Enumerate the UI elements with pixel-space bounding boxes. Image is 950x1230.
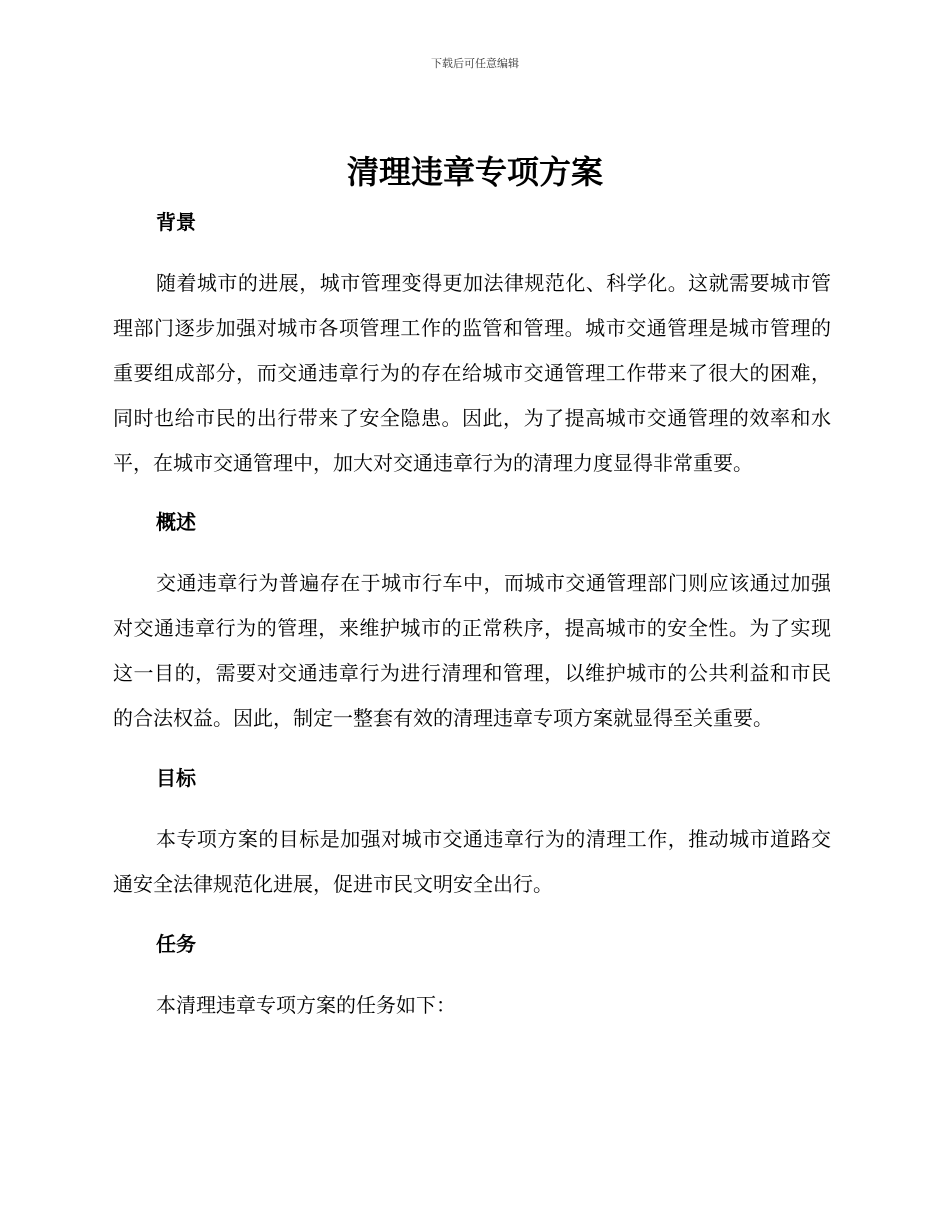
section-paragraph-background: 随着城市的进展，城市管理变得更加法律规范化、科学化。这就需要城市管理部门逐步加强对城市各项管理工作的监管和管理。城市交通管理是城市管理的重要组成部分，而交通违章行为的存在给城市交通管理工作带来了很大的困难，同时也给市民的出行带来了安全隐患。因此，为了提高城市交通管理的效率和水平，在城市交通管理中，加大对交通违章行为的清理力度显得非常重要。 — [113, 271, 831, 475]
section-paragraph-overview: 交通违章行为普遍存在于城市行车中，而城市交通管理部门则应该通过加强对交通违章行为的管理，来维护城市的正常秩序，提高城市的安全性。为了实现这一目的，需要对交通违章行为进行清理和管理，以维护城市的公共利益和市民的合法权益。因此，制定一整套有效的清理违章专项方案就显得至关重要。 — [113, 571, 831, 730]
document-body — [113, 206, 831, 1028]
header-note: 下载后可任意编辑 — [431, 57, 519, 70]
section-heading-overview: 概述 — [156, 510, 196, 534]
section-heading-background: 背景 — [156, 210, 196, 234]
section-heading-task: 任务 — [156, 932, 196, 956]
section-paragraph-goal: 本专项方案的目标是加强对城市交通违章行为的清理工作，推动城市道路交通安全法律规范化进展，促进市民文明安全出行。 — [113, 827, 831, 896]
section-paragraph-task: 本清理违章专项方案的任务如下： — [156, 993, 456, 1017]
document-title: 清理违章专项方案 — [346, 153, 603, 191]
section-heading-goal: 目标 — [156, 766, 196, 790]
